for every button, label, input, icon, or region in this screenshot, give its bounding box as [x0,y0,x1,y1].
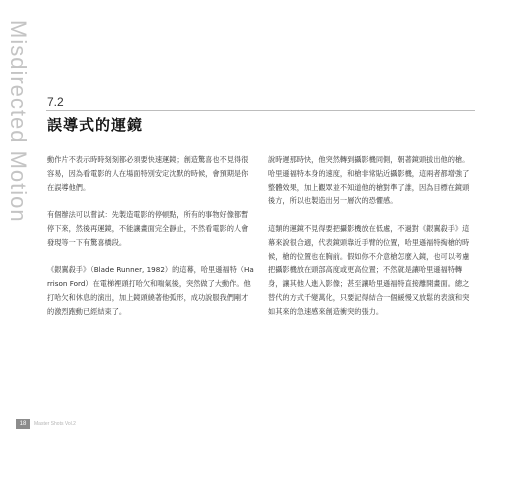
left-text-column [47,153,255,332]
side-chapter-title: Misdirected Motion [6,20,31,223]
right-text-column [268,153,476,332]
paragraph: 這類的運鏡不見得要把攝影機放在低處，不過對《銀翼殺手》這幕來說很合適，代表鏡頭靠近手臂的位置，哈里遜福特掏槍的時候，槍的位置也在胸前。假如你不介意槍怎麼入鏡，也可以考慮把攝影機放在頭部高度或更高位置；不然就是讓哈里遜福特轉身，讓其他人進入影像；甚至讓哈里遜福特直接離開畫面。總之替代的方式千變萬化，只要記得結合一個緩慢又放鬆的表演和突如其來的急速感來創造衝突的張力。 [268,223,470,316]
page-footer [16,419,76,429]
paragraph: 《銀翼殺手》（Blade Runner, 1982）的這幕，哈里遜福特（Harrison Ford）在電梯裡頭打哈欠和喘氣後，突然做了大動作。他打哈欠和休息的演出，加上鏡頭繞著他弧形，成功說服我們剛才的激烈跑動已經結束了。 [47,265,254,316]
page-number: 18 [16,419,30,429]
paragraph: 說時遲那時快，他突然轉到攝影機同側，朝著鏡頭拔出他的槍。哈里遜福特本身的速度，和槍非常貼近攝影機，這兩者都增強了整體效果，加上觀眾並不知道他的槍對準了誰，因為目標在鏡頭後方，所以也製造出另一層次的恐懼感。 [268,155,470,206]
title-rule [46,110,475,111]
paragraph: 動作片不表示時時刻刻都必須要快速運鏡；創造驚喜也不見得很容易，因為看電影的人在場面特別安定沈默的時候，會預期是你在誤導他們。 [47,155,249,192]
chapter-title: 誤導式的運鏡 [47,116,144,134]
section-number: 7.2 [47,95,64,109]
running-footer: Master Shots Vol.2 [34,421,76,427]
paragraph: 有個辦法可以嘗試：先製造電影的停頓點，所有的事物好像都暫停下來，然後再運鏡，不能讓畫面完全靜止，不然看電影的人會發現等一下有驚喜橋段。 [47,210,249,247]
